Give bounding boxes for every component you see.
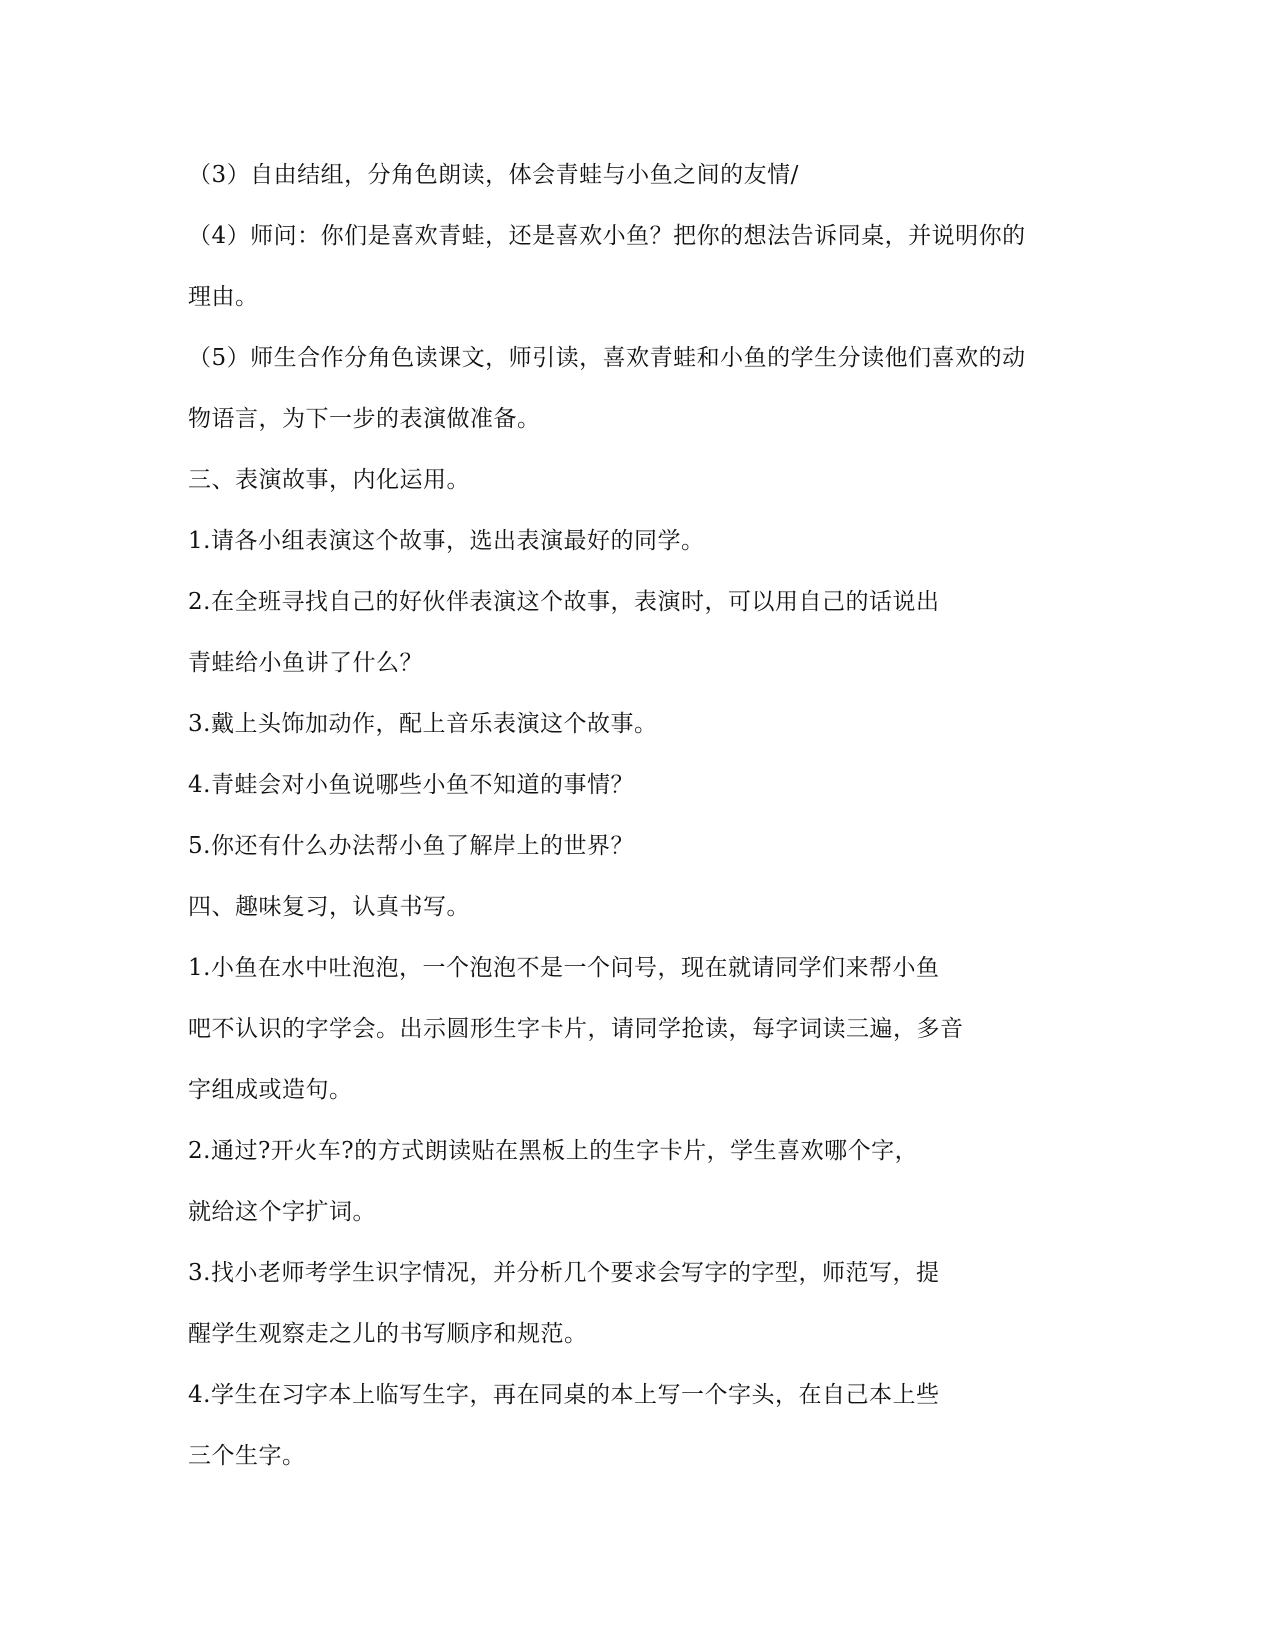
text-line: 物语言，为下一步的表演做准备。 — [188, 406, 541, 432]
section-heading: 四、趣味复习，认真书写。 — [188, 894, 470, 920]
text-line: 3.戴上头饰加动作，配上音乐表演这个故事。 — [188, 711, 658, 737]
text-line: 2.在全班寻找自己的好伙伴表演这个故事，表演时，可以用自己的话说出 — [188, 589, 940, 615]
text-line: 1.请各小组表演这个故事，选出表演最好的同学。 — [188, 528, 705, 554]
text-line: 三个生字。 — [188, 1443, 306, 1469]
text-line: 1.小鱼在水中吐泡泡，一个泡泡不是一个问号，现在就请同学们来帮小鱼 — [188, 955, 940, 981]
text-line: 4.青蛙会对小鱼说哪些小鱼不知道的事情？ — [188, 772, 634, 798]
text-line: （3）自由结组，分角色朗读，体会青蛙与小鱼之间的友情/ — [188, 162, 799, 188]
text-line: 吧不认识的字学会。出示圆形生字卡片，请同学抢读，每字词读三遍，多音 — [188, 1016, 964, 1042]
text-line: 青蛙给小鱼讲了什么？ — [188, 650, 423, 676]
text-line: （5）师生合作分角色读课文，师引读，喜欢青蛙和小鱼的学生分读他们喜欢的动 — [188, 345, 1026, 371]
text-line: （4）师问：你们是喜欢青蛙，还是喜欢小鱼？把你的想法告诉同桌，并说明你的 — [188, 223, 1026, 249]
text-line: 就给这个字扩词。 — [188, 1199, 376, 1225]
text-line: 4.学生在习字本上临写生字，再在同桌的本上写一个字头，在自己本上些 — [188, 1382, 940, 1408]
text-line: 理由。 — [188, 284, 259, 310]
text-line: 2.通过?开火车?的方式朗读贴在黑板上的生字卡片，学生喜欢哪个字， — [188, 1138, 919, 1164]
text-line: 3.找小老师考学生识字情况，并分析几个要求会写字的字型，师范写，提 — [188, 1260, 940, 1286]
text-line: 字组成或造句。 — [188, 1077, 353, 1103]
text-line: 5.你还有什么办法帮小鱼了解岸上的世界？ — [188, 833, 634, 859]
section-heading: 三、表演故事，内化运用。 — [188, 467, 470, 493]
document-body — [188, 145, 1088, 1487]
text-line: 醒学生观察走之儿的书写顺序和规范。 — [188, 1321, 588, 1347]
